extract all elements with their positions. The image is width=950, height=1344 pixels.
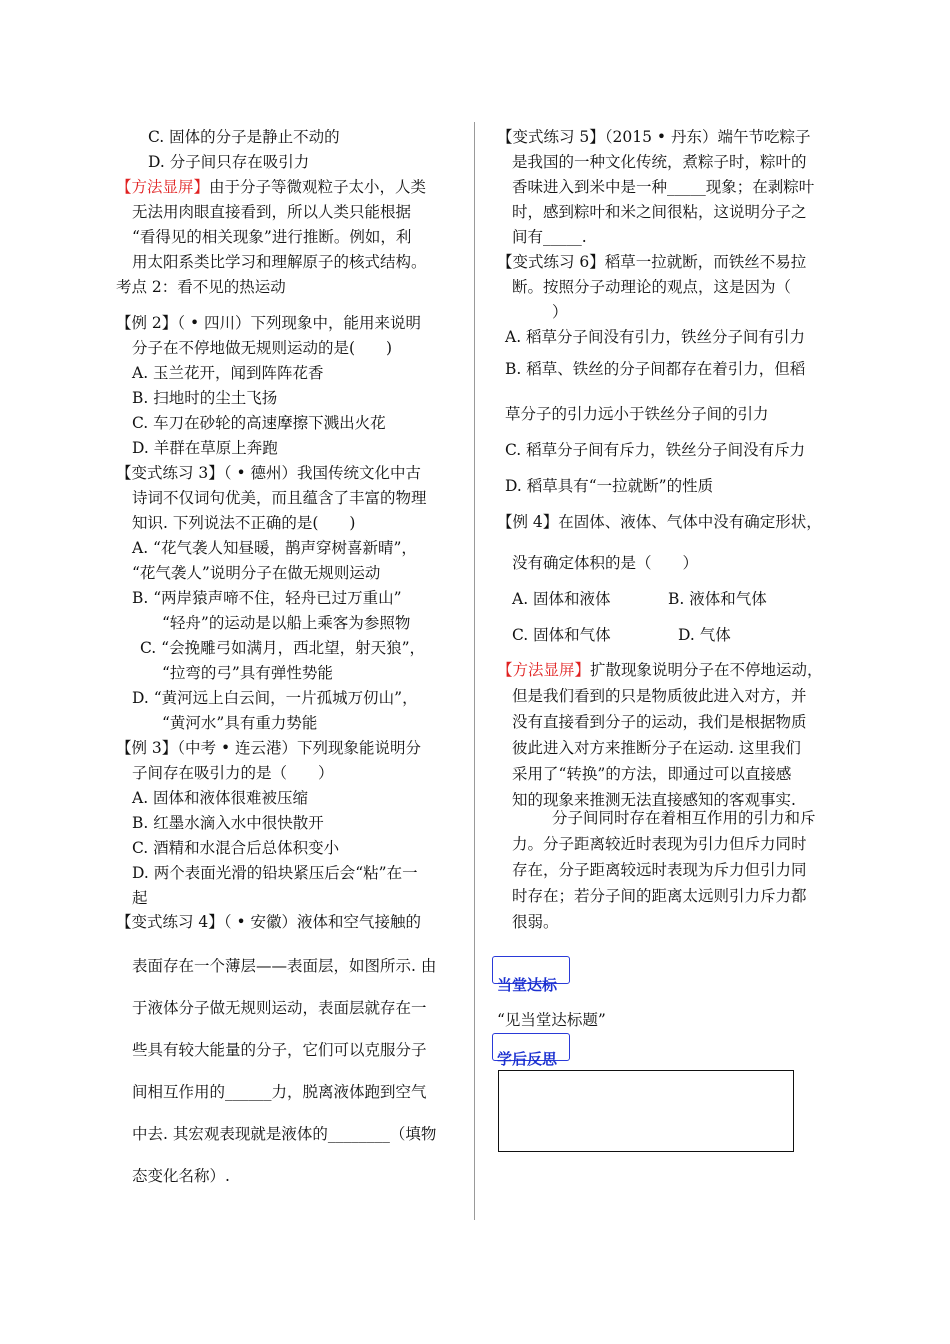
text-line: 表面存在一个薄层——表面层，如图所示. 由 (132, 957, 437, 975)
option-c: C. 固体和气体 (512, 626, 611, 644)
fill-blank-line: 间相互作用的______力，脱离液体跑到空气 (132, 1083, 427, 1101)
text-line: 是我国的一种文化传统，煮粽子时，粽叶的 (512, 153, 807, 171)
option-c: C. “会挽雕弓如满月，西北望，射天狼”， (140, 639, 426, 657)
text-line: 没有确定体积的是（ ） (512, 554, 699, 572)
option-a: A. 固体和液体 (512, 590, 611, 608)
text-line: 但是我们看到的只是物质彼此进入对方，并 (512, 687, 807, 705)
text-line: “轻舟”的运动是以船上乘客为参照物 (162, 614, 411, 632)
text-line: 草分子的引力远小于铁丝分子间的引力 (505, 405, 769, 423)
option-a: A. 玉兰花开，闻到阵阵花香 (132, 364, 324, 382)
option-b: B. 红墨水滴入水中很快散开 (132, 814, 324, 832)
option-b: B. 液体和气体 (668, 590, 767, 608)
text-line: 分子间同时存在着相互作用的引力和斥 (552, 809, 816, 827)
reflection-box[interactable] (498, 1070, 794, 1152)
option-a: A. “花气袭人知昼暖，鹊声穿树喜新晴”， (132, 539, 417, 557)
option-c: C. 车刀在砂轮的高速摩擦下溅出火花 (132, 414, 386, 432)
text-line: 知的现象来推测无法直接感知的客观事实. (512, 791, 796, 809)
text-line: 力。分子距离较近时表现为引力但斥力同时 (512, 835, 807, 853)
exercise-6-title: 【变式练习 6】稻草一拉就断，而铁丝不易拉 (497, 253, 807, 271)
text-line: 起 (132, 889, 148, 907)
section-title-reflection: 学后反思 (497, 1050, 558, 1068)
text-line: 些具有较大能量的分子，它们可以克服分子 (132, 1041, 427, 1059)
option-a: A. 稻草分子间没有引力，铁丝分子间有引力 (505, 328, 806, 346)
text-line: 没有直接看到分子的运动，我们是根据物质 (512, 713, 807, 731)
method-note-2: 【方法显屏】扩散现象说明分子在不停地运动， (497, 661, 823, 679)
text-line: ） (552, 303, 568, 321)
text-line: 于液体分子做无规则运动，表面层就存在一 (132, 999, 427, 1017)
text-line: “黄河水”具有重力势能 (162, 714, 318, 732)
text-line: 存在，分子距离较远时表现为斥力但引力同 (512, 861, 807, 879)
section-title-class-goal: 当堂达标 (497, 976, 558, 994)
exercise-4-title: 【变式练习 4】（ • 安徽）液体和空气接触的 (116, 913, 422, 931)
option-d: D. 分子间只存在吸引力 (148, 153, 310, 171)
text-line: 时，感到粽叶和米之间很粘，这说明分子之 (512, 203, 807, 221)
example-2-title: 【例 2】（ • 四川）下列现象中，能用来说明 (116, 314, 422, 332)
option-d: D. “黄河远上白云间，一片孤城万仞山”， (132, 689, 418, 707)
option-c: C. 酒精和水混合后总体积变小 (132, 839, 340, 857)
fill-blank-line: 香味进入到米中是一种_____现象；在剥粽叶 (512, 178, 815, 196)
option-a: A. 固体和液体很难被压缩 (132, 789, 309, 807)
text-line: 子间存在吸引力的是（ ） (132, 764, 334, 782)
option-c: C. 稻草分子间有斥力，铁丝分子间没有斥力 (505, 441, 806, 459)
text-line: 无法用肉眼直接看到，所以人类只能根据 (132, 203, 412, 221)
text-line: 诗词不仅词句优美，而且蕴含了丰富的物理 (132, 489, 427, 507)
exercise-3-title: 【变式练习 3】（ • 德州）我国传统文化中古 (116, 464, 422, 482)
text-line: 态变化名称）. (132, 1167, 230, 1185)
text-line: 知识. 下列说法不正确的是( ) (132, 514, 356, 532)
option-b: B. 扫地时的尘土飞扬 (132, 389, 278, 407)
column-divider (474, 122, 475, 1220)
text-line: “花气袭人”说明分子在做无规则运动 (132, 564, 381, 582)
option-b: B. 稻草、铁丝的分子间都存在着引力，但稻 (505, 360, 806, 378)
text-line: 分子在不停地做无规则运动的是( ) (132, 339, 393, 357)
exercise-5-title: 【变式练习 5】（2015 • 丹东）端午节吃粽子 (497, 128, 811, 146)
option-d: D. 气体 (678, 626, 731, 644)
section-heading: 考点 2：看不见的热运动 (116, 278, 286, 296)
option-b: B. “两岸猿声啼不住，轻舟已过万重山” (132, 589, 402, 607)
fill-blank-line: 中去. 其宏观表现就是液体的________（填物 (132, 1125, 437, 1143)
example-3-title: 【例 3】（中考 • 连云港）下列现象能说明分 (116, 739, 422, 757)
text-line: “拉弯的弓”具有弹性势能 (162, 664, 333, 682)
option-c: C. 固体的分子是静止不动的 (148, 128, 340, 146)
text-line: “看得见的相关现象”进行推断。例如，利 (132, 228, 412, 246)
text-line: 很弱。 (512, 913, 559, 931)
option-d: D. 羊群在草原上奔跑 (132, 439, 278, 457)
method-note-1: 【方法显屏】由于分子等微观粒子太小，人类 (116, 178, 427, 196)
method-tag: 【方法显屏】 (116, 178, 210, 196)
option-d: D. 稻草具有“一拉就断”的性质 (505, 477, 714, 495)
text-line: 采用了“转换”的方法，即通过可以直接感 (512, 765, 792, 783)
fill-blank-line: 间有_____. (512, 228, 587, 246)
example-4-title: 【例 4】在固体、液体、气体中没有确定形状， (497, 513, 822, 531)
text-line: “见当堂达标题” (497, 1011, 606, 1029)
text-line: 彼此进入对方来推断分子在运动. 这里我们 (512, 739, 801, 757)
method-tag: 【方法显屏】 (497, 661, 591, 679)
text-line: 时存在；若分子间的距离太远则引力斥力都 (512, 887, 807, 905)
text-line: 断。按照分子动理论的观点，这是因为（ (512, 278, 792, 296)
option-d: D. 两个表面光滑的铅块紧压后会“粘”在一 (132, 864, 418, 882)
text-line: 用太阳系类比学习和理解原子的核式结构。 (132, 253, 427, 271)
